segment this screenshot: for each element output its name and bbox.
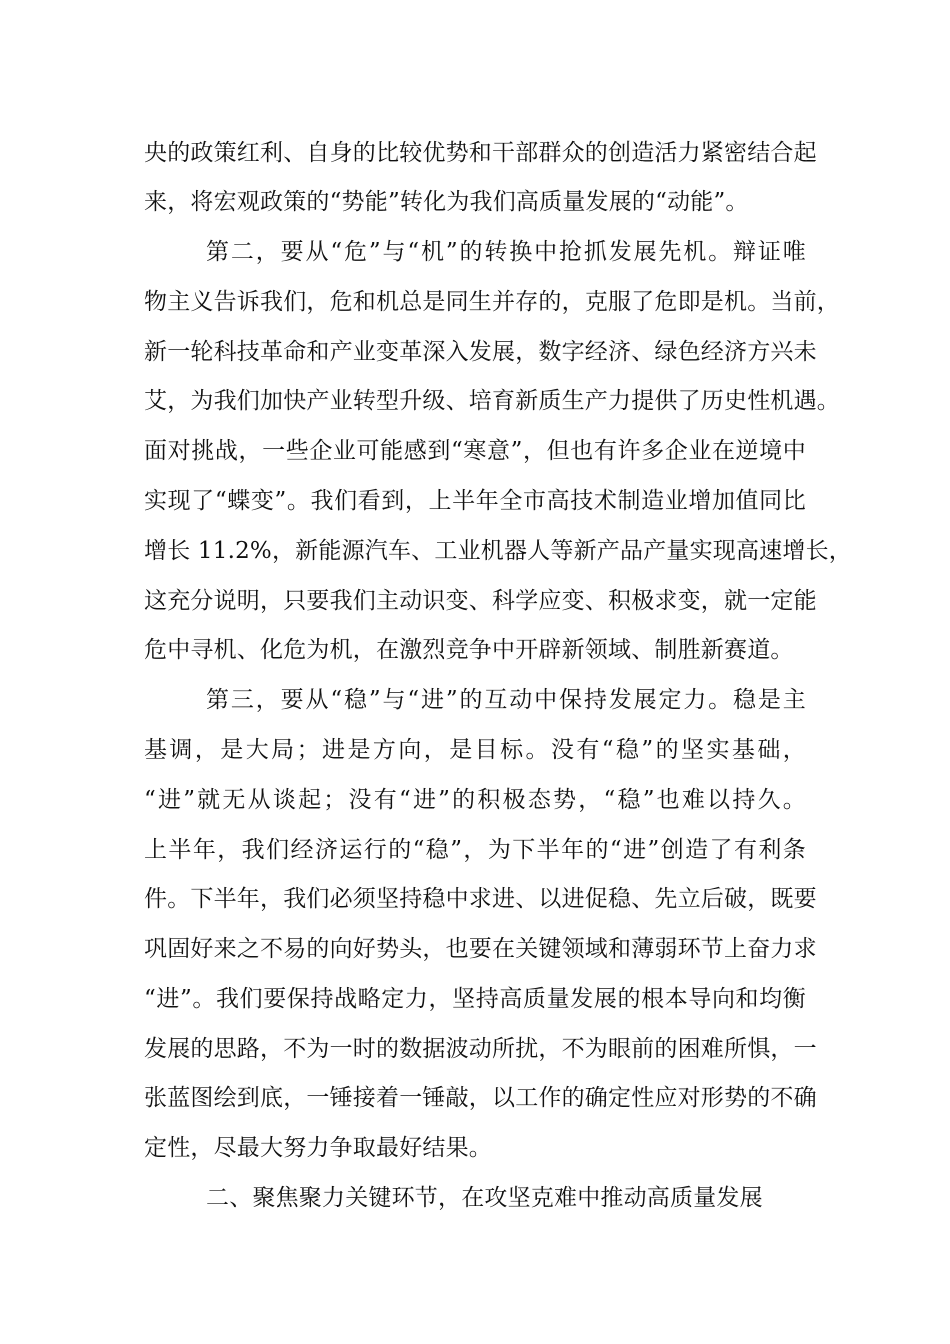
text-line: 新一轮科技革命和产业变革深入发展，数字经济、绿色经济方兴未 [144, 339, 817, 365]
text-line: 第三，要从“稳”与“进”的互动中保持发展定力。稳是主 [206, 687, 806, 713]
text-line: 物主义告诉我们，危和机总是同生并存的，克服了危即是机。当前， [144, 289, 840, 315]
text-line: 巩固好来之不易的向好势头，也要在关键领域和薄弱环节上奋力求 [144, 936, 817, 962]
text-line: 基调，是大局；进是方向，是目标。没有“稳”的坚实基础， [144, 737, 806, 763]
text-line: 来，将宏观政策的“势能”转化为我们高质量发展的“动能”。 [144, 189, 749, 215]
text-line: 实现了“蝶变”。我们看到，上半年全市高技术制造业增加值同比 [144, 488, 806, 514]
text-line: 发展的思路，不为一时的数据波动所扰，不为眼前的困难所惧，一 [144, 1036, 817, 1062]
text-line: 增长 11.2%，新能源汽车、工业机器人等新产品产量实现高速增长， [144, 538, 852, 564]
text-line: 面对挑战，一些企业可能感到“寒意”，但也有许多企业在逆境中 [144, 438, 806, 464]
text-line: 张蓝图绘到底，一锤接着一锤敲，以工作的确定性应对形势的不确 [144, 1085, 817, 1111]
text-line: 上半年，我们经济运行的“稳”，为下半年的“进”创造了有利条 [144, 837, 806, 863]
section-heading: 二、聚焦聚力关键环节，在攻坚克难中推动高质量发展 [206, 1185, 763, 1211]
text-line: “进”。我们要保持战略定力，坚持高质量发展的根本导向和均衡 [144, 986, 806, 1012]
text-line: 危中寻机、化危为机，在激烈竞争中开辟新领域、制胜新赛道。 [144, 637, 794, 663]
text-line: 央的政策红利、自身的比较优势和干部群众的创造活力紧密结合起 [144, 140, 817, 166]
text-line: 件。下半年，我们必须坚持稳中求进、以进促稳、先立后破，既要 [144, 886, 817, 912]
text-line: 定性，尽最大努力争取最好结果。 [144, 1135, 492, 1161]
text-line: 这充分说明，只要我们主动识变、科学应变、积极求变，就一定能 [144, 588, 817, 614]
text-line: 艾，为我们加快产业转型升级、培育新质生产力提供了历史性机遇。 [144, 388, 840, 414]
text-line: 第二，要从“危”与“机”的转换中抢抓发展先机。辩证唯 [206, 239, 806, 265]
text-line: “进”就无从谈起；没有“进”的积极态势，“稳”也难以持久。 [144, 787, 806, 813]
